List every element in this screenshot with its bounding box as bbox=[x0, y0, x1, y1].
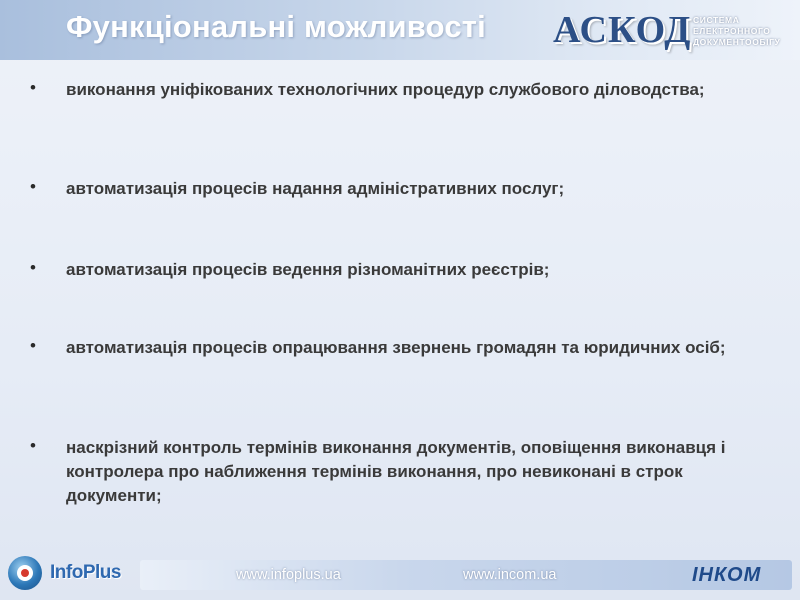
list-item-text: автоматизація процесів ведення різноманітних реєстрів; bbox=[66, 260, 550, 279]
slide-title: Функціональні можливості bbox=[66, 9, 487, 44]
footer bbox=[0, 548, 800, 600]
infoplus-link[interactable]: www.infoplus.ua bbox=[236, 567, 341, 583]
askod-tagline-line: ЕЛЕКТРОННОГО bbox=[693, 26, 771, 36]
infoplus-wordmark: InfoPlus bbox=[50, 562, 121, 583]
list-item-text: наскрізний контроль термінів виконання документів, оповіщення виконавця і контролера про наближення термінів виконання, про невиконані в строк документи; bbox=[66, 438, 726, 505]
bullet-icon: • bbox=[30, 258, 36, 277]
askod-logo bbox=[553, 6, 793, 54]
askod-wordmark: АСКОД bbox=[553, 9, 692, 51]
infoplus-emblem-icon bbox=[8, 556, 42, 590]
askod-tagline bbox=[693, 15, 793, 48]
bullet-icon: • bbox=[30, 177, 36, 196]
bullet-icon: • bbox=[30, 336, 36, 355]
list-item-text: автоматизація процесів надання адміністративних послуг; bbox=[66, 179, 565, 198]
infoplus-logo bbox=[8, 556, 138, 592]
bullet-icon: • bbox=[30, 78, 36, 97]
askod-tagline-line: СИСТЕМА bbox=[693, 15, 740, 25]
bullet-icon: • bbox=[30, 436, 36, 455]
header-band bbox=[0, 0, 800, 60]
list-item-text: виконання уніфікованих технологічних процедур службового діловодства; bbox=[66, 80, 705, 99]
list-item-text: автоматизація процесів опрацювання звернень громадян та юридичних осіб; bbox=[66, 338, 726, 357]
incom-logo: ІНКОМ bbox=[692, 564, 762, 586]
incom-link[interactable]: www.incom.ua bbox=[463, 567, 557, 583]
askod-tagline-line: ДОКУМЕНТООБІГУ bbox=[693, 37, 781, 47]
